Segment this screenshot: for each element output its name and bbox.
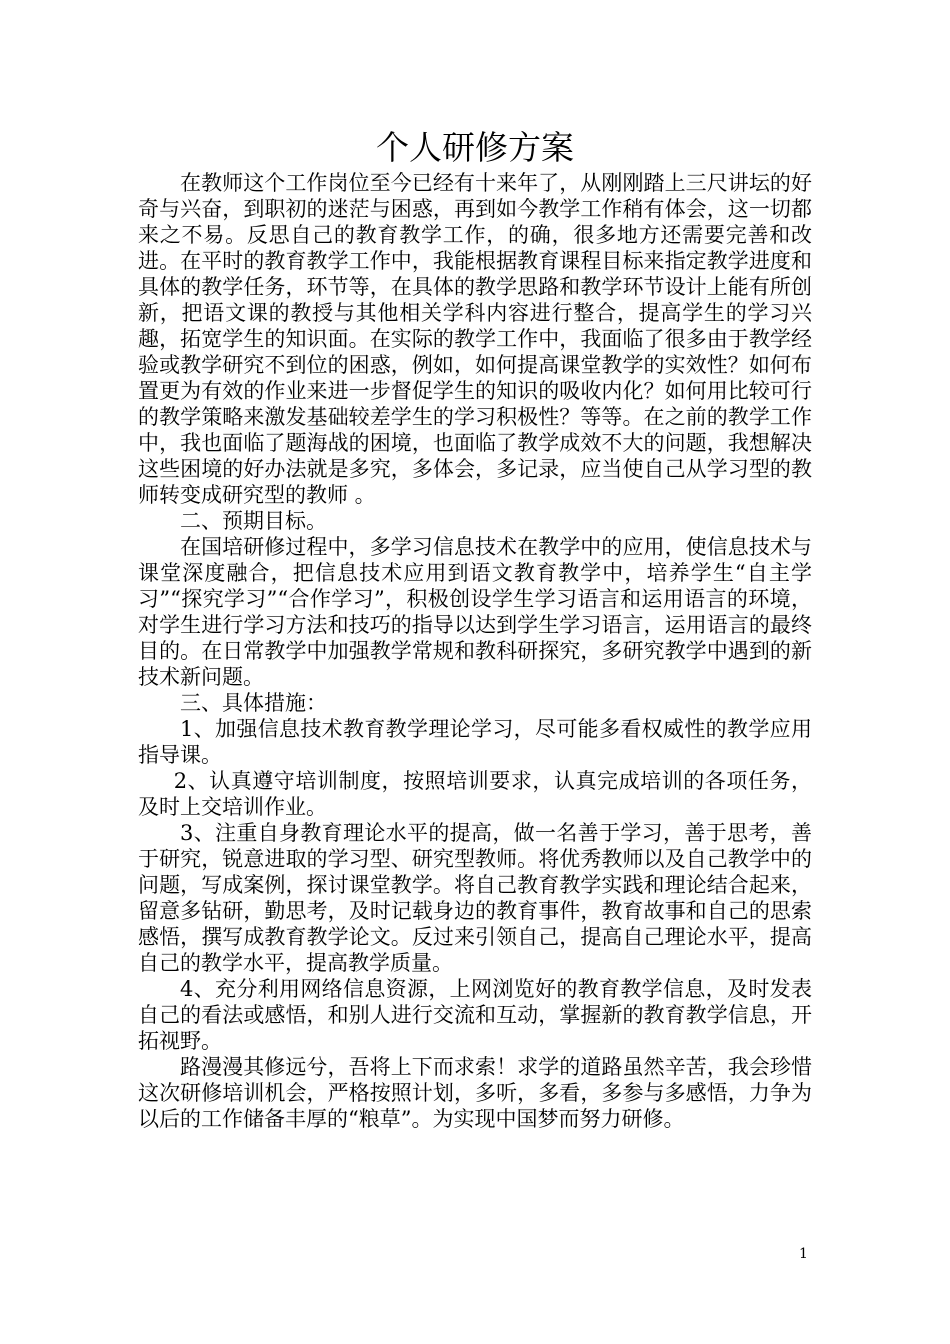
document-title: 个人研修方案 bbox=[376, 128, 574, 167]
paragraph-conclusion: 路漫漫其修远兮，吾将上下而求索！求学的道路虽然辛苦，我会珍惜这次研修培训机会，严格按照计划，多听，多看，多参与多感悟，力争为以后的工作储备丰厚的“粮草”。为实现中国梦而努力研修。 bbox=[138, 1055, 812, 1131]
paragraph-reflection: 在教师这个工作岗位至今已经有十来年了，从刚刚踏上三尺讲坛的好奇与兴奋，到职初的迷茫与困惑，再到如今教学工作稍有体会，这一切都来之不易。反思自己的教育教学工作，的确，很多地方还需要完善和改进。在平时的教育教学工作中，我能根据教育课程目标来指定教学进度和具体的教学任务，环节等，在具体的教学思路和教学环节设计上能有所创新，把语文课的教授与其他相关学科内容进行整合，提高学生的学习兴趣，拓宽学生的知识面。在实际的教学工作中，我面临了很多由于教学经验或教学研究不到位的困惑，例如，如何提高课堂教学的实效性？如何布置更为有效的作业来进一步督促学生的知识的吸收内化？如何用比较可行的教学策略来激发基础较差学生的学习积极性？等等。在之前的教学工作中，我也面临了题海战的困境，也面临了教学成效不大的问题，我想解决这些困境的好办法就是多究，多体会，多记录，应当使自己从学习型的教师转变成研究型的教师 。 bbox=[138, 171, 812, 507]
paragraph-goals: 在国培研修过程中，多学习信息技术在教学中的应用，使信息技术与课堂深度融合，把信息技术应用到语文教育教学中，培养学生“自主学习”“探究学习”“合作学习”，积极创设学生学习语言和运用语言的环境，对学生进行学习方法和技巧的指导以达到学生学习语言，运用语言的最终目的。在日常教学中加强教学常规和教科研探究，多研究教学中遇到的新技术新问题。 bbox=[138, 535, 812, 689]
measure-item-1: 1、加强信息技术教育教学理论学习，尽可能多看权威性的教学应用指导课。 bbox=[138, 717, 812, 767]
document-body bbox=[138, 170, 812, 1132]
measure-item-3: 3、注重自身教育理论水平的提高，做一名善于学习，善于思考，善于研究，锐意进取的学习型、研究型教师。将优秀教师以及自己教学中的问题，写成案例，探讨课堂教学。将自己教育教学实践和理论结合起来，留意多钻研，勤思考，及时记载身边的教育事件，教育故事和自己的思索感悟，撰写成教育教学论文。反过来引领自己，提高自己理论水平，提高自己的教学水平，提高教学质量。 bbox=[138, 821, 812, 975]
measure-item-2: 2、认真遵守培训制度，按照培训要求，认真完成培训的各项任务，及时上交培训作业。 bbox=[138, 769, 812, 819]
page-number: 1 bbox=[799, 1246, 808, 1262]
heading-expected-goals: 二、预期目标。 bbox=[180, 509, 327, 533]
heading-specific-measures: 三、具体措施： bbox=[180, 691, 327, 715]
measure-item-4: 4、充分利用网络信息资源，上网浏览好的教育教学信息，及时发表自己的看法或感悟，和别人进行交流和互动，掌握新的教育教学信息，开拓视野。 bbox=[138, 977, 812, 1053]
